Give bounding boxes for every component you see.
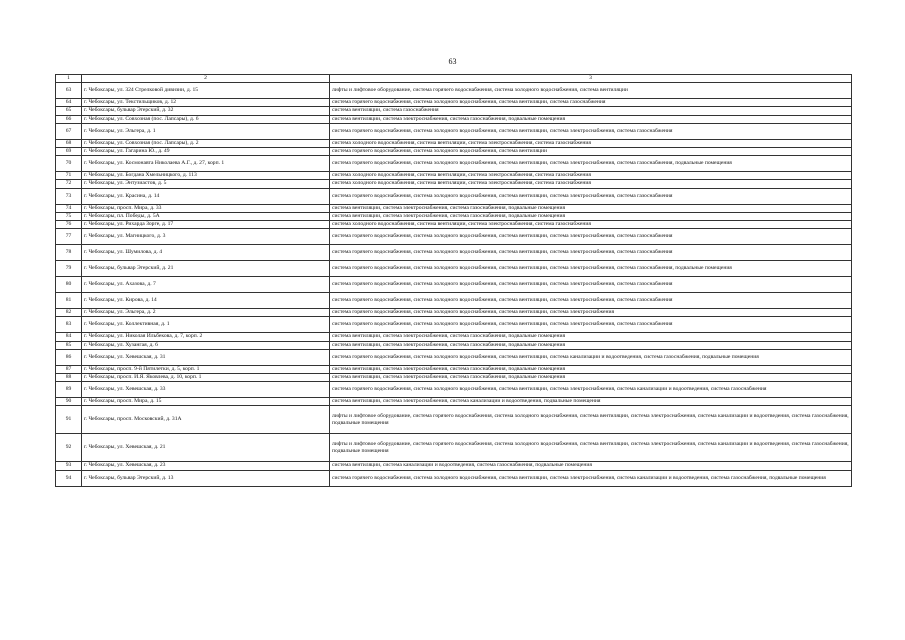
systems-cell: система горячего водоснабжения, система холодного водоснабжения, система вентиляции, система электроснабжения, система газоснабжения xyxy=(330,229,852,245)
systems-cell: система холодного водоснабжения, система вентиляции, система электроснабжения, система газоснабжения xyxy=(330,172,852,180)
row-number: 67 xyxy=(56,123,82,139)
table-row xyxy=(56,398,852,406)
address-cell: г. Чебоксары, ул. Магницкого, д. 3 xyxy=(82,229,330,245)
table-row xyxy=(56,406,852,434)
row-number: 65 xyxy=(56,107,82,115)
row-number: 89 xyxy=(56,382,82,398)
table-row xyxy=(56,99,852,107)
row-number: 90 xyxy=(56,398,82,406)
row-number: 64 xyxy=(56,99,82,107)
systems-cell: система холодного водоснабжения, система вентиляции, система электроснабжения, система газоснабжения xyxy=(330,221,852,229)
systems-cell: система горячего водоснабжения, система холодного водоснабжения, система вентиляции, система электроснабжения, система газоснабжения, подвальные помещения xyxy=(330,261,852,277)
address-cell: г. Чебоксары, бульвар Эгерский, д. 13 xyxy=(82,470,330,486)
address-cell: г. Чебоксары, ул. Хевешская, д. 23 xyxy=(82,462,330,470)
address-cell: г. Чебоксары, ул. Рихарда Зорге, д. 17 xyxy=(82,221,330,229)
address-cell: г. Чебоксары, бульвар Эгерский, д. 21 xyxy=(82,261,330,277)
address-cell: г. Чебоксары, ул. Хузангая, д. 6 xyxy=(82,341,330,349)
table-row xyxy=(56,382,852,398)
row-number: 82 xyxy=(56,309,82,317)
table-row xyxy=(56,107,852,115)
systems-cell: система холодного водоснабжения, система вентиляции, система электроснабжения, система газоснабжения xyxy=(330,180,852,188)
row-number: 70 xyxy=(56,156,82,172)
systems-cell: система вентиляции, система канализации и водоотведения, система газоснабжения, подвальные помещения xyxy=(330,462,852,470)
systems-cell: система холодного водоснабжения, система вентиляции, система электроснабжения, система газоснабжения xyxy=(330,139,852,147)
systems-cell: система горячего водоснабжения, система холодного водоснабжения, система вентиляции, система электроснабжения, система канализации и водоотведения, система газоснабжения xyxy=(330,382,852,398)
address-cell: г. Чебоксары, ул. Эльгера, д. 2 xyxy=(82,309,330,317)
table-row xyxy=(56,317,852,333)
table-body xyxy=(56,75,852,487)
row-number: 79 xyxy=(56,261,82,277)
address-cell: г. Чебоксары, ул. Энтузиастов, д. 5 xyxy=(82,180,330,188)
systems-cell: система вентиляции, система электроснабжения, система канализации и водоотведения, подвальные помещения xyxy=(330,398,852,406)
row-number: 66 xyxy=(56,115,82,123)
systems-cell: система горячего водоснабжения, система холодного водоснабжения, система вентиляции, система электроснабжения, система газоснабжения xyxy=(330,277,852,293)
table-row xyxy=(56,293,852,309)
systems-cell: система горячего водоснабжения, система холодного водоснабжения, система вентиляции, система электроснабжения, система канализации и водоотведения, система газоснабжения, подвальные помещения xyxy=(330,470,852,486)
table-row xyxy=(56,229,852,245)
row-number: 77 xyxy=(56,229,82,245)
column-number-2: 2 xyxy=(82,75,330,83)
address-cell: г. Чебоксары, ул. Богдана Хмельницкого, д. 113 xyxy=(82,172,330,180)
address-cell: г. Чебоксары, ул. Ахазова, д. 7 xyxy=(82,277,330,293)
systems-cell: система вентиляции, система электроснабжения, система газоснабжения, подвальные помещения xyxy=(330,365,852,373)
row-number: 74 xyxy=(56,204,82,212)
address-cell: г. Чебоксары, ул. Гагарина Ю., д. 49 xyxy=(82,148,330,156)
row-number: 69 xyxy=(56,148,82,156)
systems-cell: система вентиляции, система электроснабжения, система газоснабжения, подвальные помещения xyxy=(330,341,852,349)
address-cell: г. Чебоксары, просп. Мира, д. 33 xyxy=(82,204,330,212)
column-number-1: 1 xyxy=(56,75,82,83)
column-number-row xyxy=(56,75,852,83)
row-number: 87 xyxy=(56,365,82,373)
row-number: 91 xyxy=(56,406,82,434)
table-row xyxy=(56,139,852,147)
table-row xyxy=(56,172,852,180)
row-number: 73 xyxy=(56,188,82,204)
address-cell: г. Чебоксары, бульвар Эгерский, д. 32 xyxy=(82,107,330,115)
address-cell: г. Чебоксары, просп. И.Я. Яковлева, д. 10, корп. 1 xyxy=(82,374,330,382)
systems-cell: система горячего водоснабжения, система холодного водоснабжения, система вентиляции, система газоснабжения xyxy=(330,99,852,107)
address-cell: г. Чебоксары, ул. Хевешская, д. 21 xyxy=(82,434,330,462)
table-row xyxy=(56,83,852,99)
systems-cell: лифты и лифтовое оборудование, система горячего водоснабжения, система холодного водоснабжения, система вентиляции xyxy=(330,83,852,99)
row-number: 80 xyxy=(56,277,82,293)
column-number-3: 3 xyxy=(330,75,852,83)
page-number: 63 xyxy=(448,57,457,66)
address-cell: г. Чебоксары, ул. Шумилова, д. 4 xyxy=(82,245,330,261)
address-cell: г. Чебоксары, ул. Коллективная, д. 1 xyxy=(82,317,330,333)
address-cell: г. Чебоксары, просп. Московский, д. 31А xyxy=(82,406,330,434)
address-cell: г. Чебоксары, ул. 324 Стрелковой дивизии, д. 15 xyxy=(82,83,330,99)
table-row xyxy=(56,115,852,123)
address-cell: г. Чебоксары, ул. Красина, д. 14 xyxy=(82,188,330,204)
table-row xyxy=(56,261,852,277)
address-cell: г. Чебоксары, ул. Николая Ильбекова, д. 7, корп. 2 xyxy=(82,333,330,341)
row-number: 68 xyxy=(56,139,82,147)
table-row xyxy=(56,180,852,188)
systems-cell: система горячего водоснабжения, система холодного водоснабжения, система вентиляции xyxy=(330,148,852,156)
table-row xyxy=(56,188,852,204)
systems-cell: система вентиляции, система электроснабжения, система газоснабжения, подвальные помещения xyxy=(330,374,852,382)
row-number: 88 xyxy=(56,374,82,382)
table-row xyxy=(56,245,852,261)
systems-cell: лифты и лифтовое оборудование, система горячего водоснабжения, система холодного водоснабжения, система вентиляции, система электроснабжения, система канализации и водоотведения, система газоснабжения, подвальные помещения xyxy=(330,406,852,434)
table-row xyxy=(56,156,852,172)
row-number: 76 xyxy=(56,221,82,229)
address-cell: г. Чебоксары, пл. Победы, д. 5А xyxy=(82,212,330,220)
table-row xyxy=(56,462,852,470)
address-cell: г. Чебоксары, ул. Совхозная (пос. Лапсары), д. 6 xyxy=(82,115,330,123)
table-row xyxy=(56,212,852,220)
systems-cell: система горячего водоснабжения, система холодного водоснабжения, система вентиляции, система электроснабжения, система газоснабжения xyxy=(330,123,852,139)
systems-cell: система вентиляции, система электроснабжения, система газоснабжения, подвальные помещения xyxy=(330,204,852,212)
systems-cell: система горячего водоснабжения, система холодного водоснабжения, система вентиляции, система канализации и водоотведения, система газоснабжения, подвальные помещения xyxy=(330,349,852,365)
row-number: 78 xyxy=(56,245,82,261)
address-cell: г. Чебоксары, ул. Хевешская, д. 31 xyxy=(82,349,330,365)
table-row xyxy=(56,123,852,139)
table-row xyxy=(56,277,852,293)
address-cell: г. Чебоксары, ул. Кирова, д. 14 xyxy=(82,293,330,309)
row-number: 72 xyxy=(56,180,82,188)
table-row xyxy=(56,341,852,349)
row-number: 71 xyxy=(56,172,82,180)
row-number: 85 xyxy=(56,341,82,349)
row-number: 83 xyxy=(56,317,82,333)
address-cell: г. Чебоксары, ул. Текстильщиков, д. 12 xyxy=(82,99,330,107)
table-row xyxy=(56,333,852,341)
systems-cell: система вентиляции, система электроснабжения, система газоснабжения, подвальные помещения xyxy=(330,115,852,123)
table-row xyxy=(56,204,852,212)
buildings-table xyxy=(55,74,852,487)
row-number: 81 xyxy=(56,293,82,309)
address-cell: г. Чебоксары, ул. Космонавта Николаева А.Г., д. 27, корп. 1 xyxy=(82,156,330,172)
address-cell: г. Чебоксары, ул. Эльгера, д. 1 xyxy=(82,123,330,139)
address-cell: г. Чебоксары, просп. 9-й Пятилетки, д. 5, корп. 1 xyxy=(82,365,330,373)
row-number: 63 xyxy=(56,83,82,99)
row-number: 84 xyxy=(56,333,82,341)
systems-cell: лифты и лифтовое оборудование, система горячего водоснабжения, система холодного водоснабжения, система вентиляции, система электроснабжения, система канализации и водоотведения, система газоснабжения, подвальные помещения xyxy=(330,434,852,462)
table-row xyxy=(56,221,852,229)
systems-cell: система горячего водоснабжения, система холодного водоснабжения, система вентиляции, система электроснабжения, система газоснабжения xyxy=(330,293,852,309)
systems-cell: система горячего водоснабжения, система холодного водоснабжения, система вентиляции, система электроснабжения, система газоснабжения xyxy=(330,188,852,204)
systems-cell: система вентиляции, система электроснабжения, система газоснабжения, подвальные помещения xyxy=(330,212,852,220)
row-number: 75 xyxy=(56,212,82,220)
systems-cell: система горячего водоснабжения, система холодного водоснабжения, система вентиляции, система электроснабжения xyxy=(330,309,852,317)
row-number: 94 xyxy=(56,470,82,486)
row-number: 93 xyxy=(56,462,82,470)
systems-cell: система горячего водоснабжения, система холодного водоснабжения, система вентиляции, система электроснабжения, система газоснабжения xyxy=(330,317,852,333)
systems-cell: система горячего водоснабжения, система холодного водоснабжения, система вентиляции, система электроснабжения, система газоснабжения xyxy=(330,245,852,261)
systems-cell: система горячего водоснабжения, система холодного водоснабжения, система вентиляции, система электроснабжения, система газоснабжения, подвальные помещения xyxy=(330,156,852,172)
address-cell: г. Чебоксары, просп. Мира, д. 15 xyxy=(82,398,330,406)
table-row xyxy=(56,349,852,365)
address-cell: г. Чебоксары, ул. Совхозная (пос. Лапсары), д. 2 xyxy=(82,139,330,147)
table-row xyxy=(56,365,852,373)
table-row xyxy=(56,309,852,317)
table-row xyxy=(56,148,852,156)
systems-cell: система вентиляции, система электроснабжения, система газоснабжения, подвальные помещения xyxy=(330,333,852,341)
address-cell: г. Чебоксары, ул. Хевешская, д. 33 xyxy=(82,382,330,398)
systems-cell: система вентиляции, система газоснабжения xyxy=(330,107,852,115)
row-number: 86 xyxy=(56,349,82,365)
row-number: 92 xyxy=(56,434,82,462)
table-row xyxy=(56,470,852,486)
table-row xyxy=(56,434,852,462)
table-row xyxy=(56,374,852,382)
